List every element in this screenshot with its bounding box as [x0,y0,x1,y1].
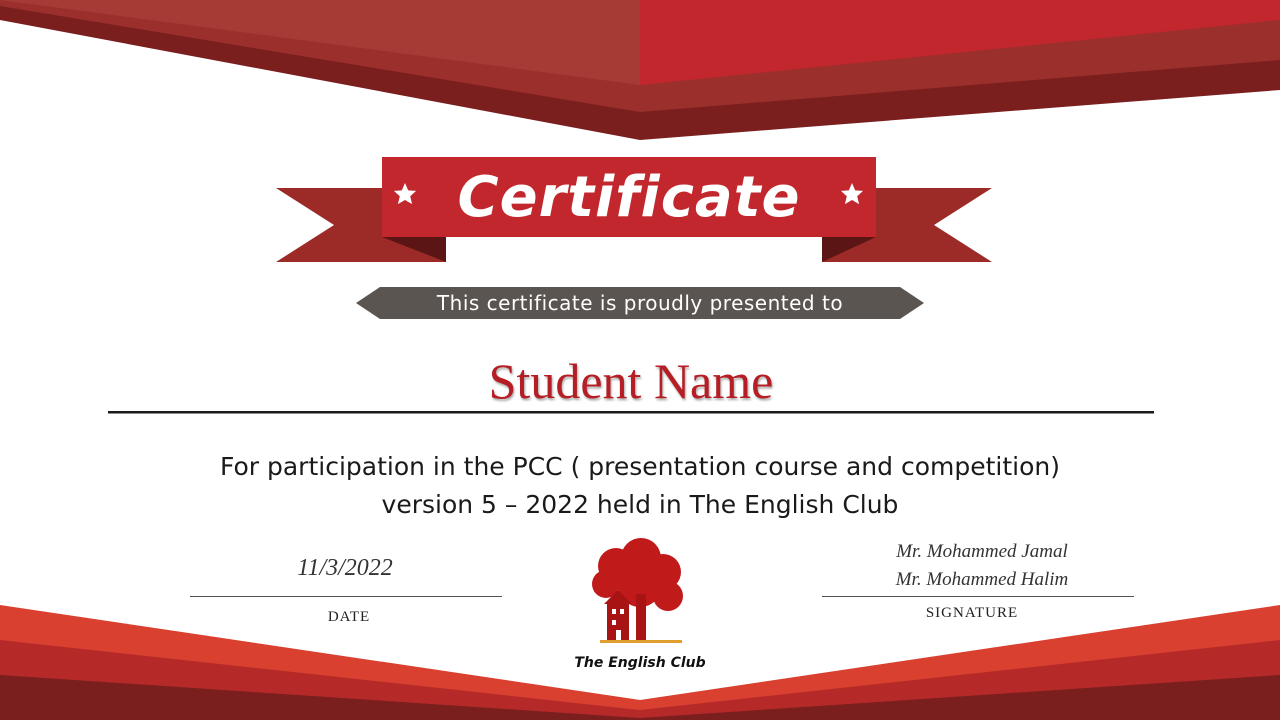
signature-line [822,596,1134,597]
date-label: DATE [327,609,371,625]
signatory-1: Mr. Mohammed Jamal [896,541,1068,562]
description-line-2: version 5 – 2022 held in The English Club [381,490,899,519]
certificate-subtitle: This certificate is proudly presented to [436,291,844,315]
recipient-name: Student Name [488,353,774,409]
description-line-1: For participation in the PCC ( presentation course and competition) [219,452,1060,481]
signature-label: SIGNATURE [925,605,1019,621]
date-line [190,596,502,597]
signatory-2: Mr. Mohammed Halim [895,569,1069,590]
certificate-title: Certificate [457,164,801,230]
date-value: 11/3/2022 [297,555,393,581]
club-name: The English Club [574,655,706,671]
name-underline [108,411,1154,414]
tree-house-logo-icon [592,538,683,643]
